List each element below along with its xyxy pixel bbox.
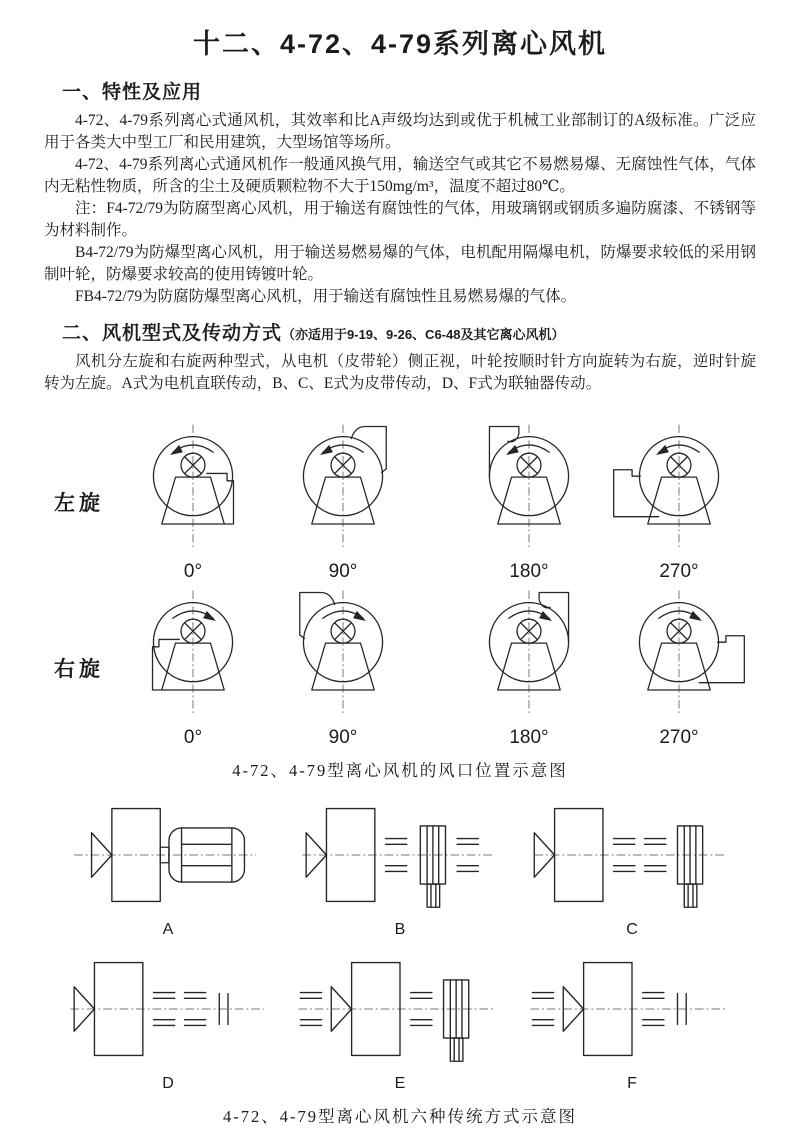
fan-cell-ccw-1 — [268, 421, 418, 583]
section2-heading-note: （亦适用于9-19、9-26、C6-48及其它离心风机） — [282, 327, 565, 342]
fan-angle-label: 180° — [509, 561, 549, 582]
fan-volute-drawing — [124, 421, 262, 559]
drive-letter-label: B — [394, 921, 406, 938]
paragraph: 4-72、4-79系列离心式通风机作一般通风换气用，输送空气或其它不易燃易爆、无腐蚀性气体，气体内无粘性物质，所含的尘土及硬质颗粒物不大于150mg/m³，温度不超过80℃。 — [44, 156, 756, 195]
fan-row-label: 左旋 — [54, 492, 104, 515]
fan-row-right-rotation — [40, 587, 760, 749]
page-title: 十二、4-72、4-79系列离心风机 — [192, 29, 608, 59]
fan-cell-cw-1 — [268, 587, 418, 749]
fan-cell-ccw-0 — [118, 421, 268, 583]
section2-body — [44, 351, 756, 395]
drive-letter-label: F — [627, 1075, 637, 1092]
fan-cell-cw-3 — [604, 587, 754, 749]
fan-cell-cw-2 — [454, 587, 604, 749]
fan-cells-left — [118, 421, 762, 583]
section1-body — [44, 110, 756, 308]
drive-type-diagram — [40, 795, 760, 1127]
paragraph: 4-72、4-79系列离心式通风机，其效率和比A声级均达到或优于机械工业部制订的A级标准。广泛应用于各类大中型工厂和民用建筑，大型场馆等场所。 — [44, 112, 756, 151]
section2-heading-text: 二、风机型式及传动方式 — [62, 323, 283, 344]
fan-row-left-rotation — [40, 421, 760, 583]
fan-row-label: 右旋 — [54, 658, 104, 681]
fan-angle-label: 270° — [659, 561, 699, 582]
section1-heading: 一、特性及应用 — [62, 82, 203, 103]
drive-cell-D — [62, 949, 274, 1093]
drive-diagram-caption: 4-72、4-79型离心风机六种传统方式示意图 — [223, 1107, 577, 1126]
outlet-position-diagram — [40, 421, 760, 781]
fan-angle-label: 0° — [183, 561, 203, 582]
drive-cell-B — [294, 795, 506, 939]
fan-volute-drawing — [460, 421, 598, 559]
fan-volute-drawing — [124, 587, 262, 725]
paragraph: FB4-72/79为防腐防爆型离心风机，用于输送有腐蚀性且易燃易爆的气体。 — [75, 288, 577, 305]
fan-angle-label: 90° — [328, 561, 358, 582]
drive-arrangement-drawing-D — [66, 949, 270, 1069]
drive-cell-F — [526, 949, 738, 1093]
outlet-diagram-caption: 4-72、4-79型离心风机的风口位置示意图 — [232, 761, 568, 780]
fan-cell-ccw-2 — [454, 421, 604, 583]
fan-angle-label: 270° — [659, 727, 699, 748]
paragraph: 风机分左旋和右旋两种型式，从电机（皮带轮）侧正视，叶轮按顺时针方向旋转为右旋，逆时针旋转为左旋。A式为电机直联传动，B、C、E式为皮带传动，D、F式为联轴器传动。 — [44, 353, 756, 392]
drive-letter-label: D — [162, 1075, 174, 1092]
fan-cell-cw-0 — [118, 587, 268, 749]
drive-row-1 — [40, 795, 760, 939]
paragraph: B4-72/79为防爆型离心风机，用于输送易燃易爆的气体，电机配用隔爆电机，防爆要求较低的采用钢制叶轮，防爆要求较高的使用铸镀叶轮。 — [44, 244, 756, 283]
drive-letter-label: A — [162, 921, 174, 938]
fan-volute-drawing — [460, 587, 598, 725]
drive-arrangement-drawing-F — [530, 949, 734, 1069]
drive-arrangement-drawing-C — [530, 795, 734, 915]
drive-arrangement-drawing-E — [298, 949, 502, 1069]
fan-angle-label: 90° — [328, 727, 358, 748]
drive-letter-label: E — [394, 1075, 406, 1092]
drive-arrangement-drawing-B — [298, 795, 502, 915]
fan-volute-drawing — [610, 421, 748, 559]
fan-angle-label: 0° — [183, 727, 203, 748]
fan-volute-drawing — [610, 587, 748, 725]
paragraph: 注：F4-72/79为防腐型离心风机，用于输送有腐蚀性的气体，用玻璃钢或钢质多遍防腐漆、不锈钢等为材料制作。 — [44, 200, 756, 239]
fan-volute-drawing — [274, 421, 412, 559]
drive-cell-E — [294, 949, 506, 1093]
fan-volute-drawing — [274, 587, 412, 725]
drive-cell-A — [62, 795, 274, 939]
drive-row-2 — [40, 949, 760, 1093]
section2-heading — [62, 318, 760, 345]
fan-cells-right — [118, 587, 762, 749]
fan-angle-label: 180° — [509, 727, 549, 748]
drive-arrangement-drawing-A — [66, 795, 270, 915]
fan-cell-ccw-3 — [604, 421, 754, 583]
drive-cell-C — [526, 795, 738, 939]
drive-letter-label: C — [626, 921, 638, 938]
